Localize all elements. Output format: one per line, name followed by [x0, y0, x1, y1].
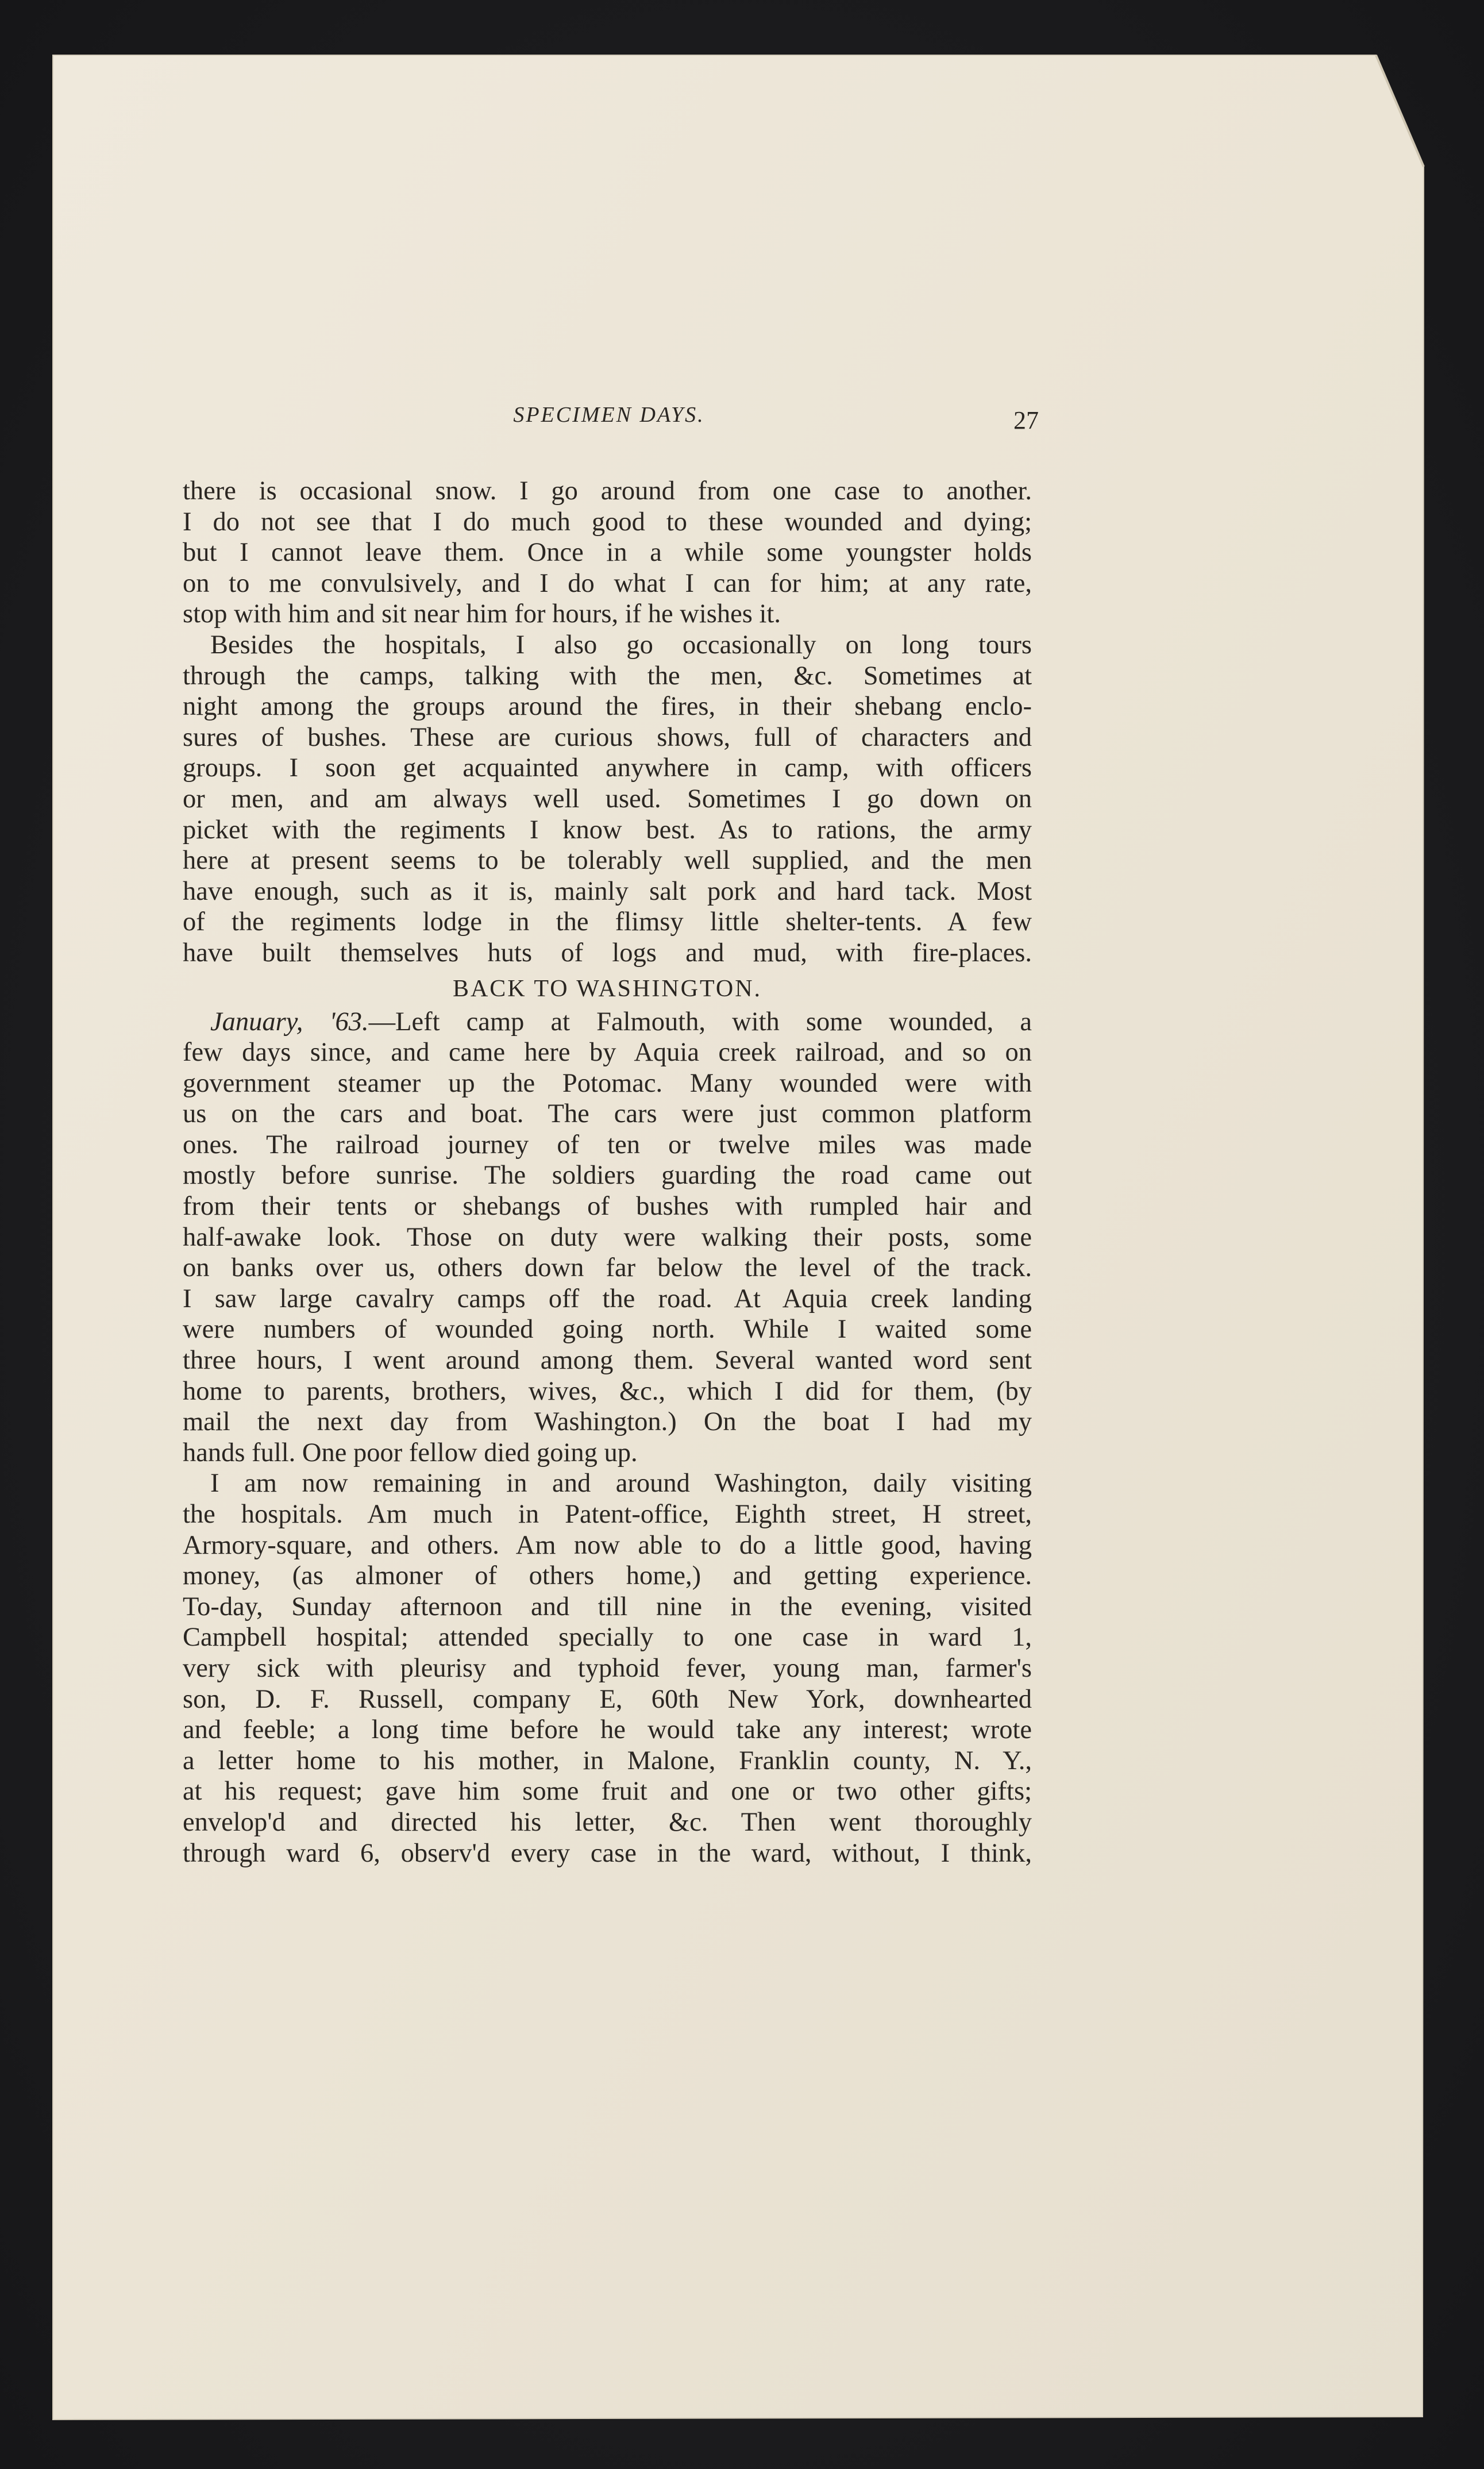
- text-line: here at present seems to be tolerably well supplied, and the men: [183, 846, 1032, 876]
- text-line: three hours, I went around among them. Several wanted word sent: [183, 1346, 1032, 1376]
- text-line: or men, and am always well used. Sometimes I go down on: [183, 784, 1032, 814]
- text-line: sures of bushes. These are curious shows, full of characters and: [183, 722, 1032, 752]
- text-line: envelop'd and directed his letter, &c. Then went thoroughly: [183, 1807, 1032, 1837]
- running-title: SPECIMEN DAYS.: [513, 403, 705, 427]
- text-line: us on the cars and boat. The cars were just common platform: [183, 1099, 1032, 1129]
- text-line: I do not see that I do much good to these wounded and dying;: [183, 507, 1032, 537]
- text-line: Armory-square, and others. Am now able to do a little good, having: [183, 1530, 1032, 1560]
- text-line: I saw large cavalry camps off the road. At Aquia creek landing: [183, 1284, 1032, 1314]
- text-line: from their tents or shebangs of bushes with rumpled hair and: [183, 1192, 1032, 1222]
- text-line: groups. I soon get acquainted anywhere in camp, with officers: [183, 753, 1032, 783]
- text-line: and feeble; a long time before he would take any interest; wrote: [183, 1715, 1032, 1745]
- text-line: government steamer up the Potomac. Many wounded were with: [183, 1068, 1032, 1098]
- text-line: son, D. F. Russell, company E, 60th New York, downhearted: [183, 1684, 1032, 1714]
- dateline-rest: —Left camp at Falmouth, with some wounded, a: [368, 1007, 1032, 1037]
- text-line: Besides the hospitals, I also go occasionally on long tours: [210, 630, 1032, 660]
- text-line: mostly before sunrise. The soldiers guarding the road came out: [183, 1161, 1032, 1191]
- text-line: on banks over us, others down far below the level of the track.: [183, 1253, 1032, 1283]
- text-line: through ward 6, observ'd every case in the ward, without, I think,: [183, 1838, 1032, 1868]
- text-line: at his request; gave him some fruit and one or two other gifts;: [183, 1777, 1032, 1807]
- text-line: of the regiments lodge in the flimsy little shelter-tents. A few: [183, 907, 1032, 937]
- text-line: on to me convulsively, and I do what I can for him; at any rate,: [183, 568, 1032, 598]
- text-line: I am now remaining in and around Washington, daily visiting: [210, 1469, 1032, 1499]
- text-line: but I cannot leave them. Once in a while some youngster holds: [183, 538, 1032, 568]
- text-line: To-day, Sunday afternoon and till nine in the evening, visited: [183, 1592, 1032, 1621]
- body-text: [183, 476, 1032, 1869]
- text-line: have built themselves huts of logs and mud, with fire-places.: [183, 938, 1032, 968]
- text-line: through the camps, talking with the men, &c. Sometimes at: [183, 661, 1032, 691]
- dateline: January, '63.: [210, 1007, 369, 1037]
- text-line: half-awake look. Those on duty were walking their posts, some: [183, 1222, 1032, 1252]
- text-line: Campbell hospital; attended specially to one case in ward 1,: [183, 1623, 1032, 1653]
- text-line: there is occasional snow. I go around from one case to another.: [183, 476, 1032, 506]
- text-line: were numbers of wounded going north. While I waited some: [183, 1315, 1032, 1345]
- page-number: 27: [1013, 406, 1039, 434]
- text-line: money, (as almoner of others home,) and getting experience.: [183, 1561, 1032, 1591]
- text-line: mail the next day from Washington.) On the boat I had my: [183, 1407, 1032, 1437]
- text-line: very sick with pleurisy and typhoid fever, young man, farmer's: [183, 1653, 1032, 1683]
- text-line: a letter home to his mother, in Malone, Franklin county, N. Y.,: [183, 1746, 1032, 1775]
- text-line: night among the groups around the fires, in their shebang enclo-: [183, 692, 1032, 722]
- dateline-line: [183, 1007, 1032, 1038]
- text-line: home to parents, brothers, wives, &c., which I did for them, (by: [183, 1376, 1032, 1406]
- text-line: ones. The railroad journey of ten or twelve miles was made: [183, 1130, 1032, 1160]
- section-heading: BACK TO WASHINGTON.: [452, 975, 762, 1002]
- text-line: few days since, and came here by Aquia creek railroad, and so on: [183, 1038, 1032, 1068]
- text-line: stop with him and sit near him for hours, if he wishes it.: [183, 599, 781, 629]
- text-line: hands full. One poor fellow died going up.: [183, 1438, 638, 1467]
- text-line: have enough, such as it is, mainly salt pork and hard tack. Most: [183, 876, 1032, 906]
- text-line: picket with the regiments I know best. As to rations, the army: [183, 815, 1032, 845]
- text-line: the hospitals. Am much in Patent-office, Eighth street, H street,: [183, 1500, 1032, 1529]
- running-head: [184, 402, 1039, 437]
